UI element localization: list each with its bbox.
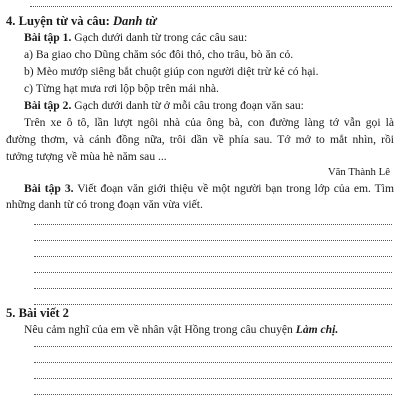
section-4-topic: Danh từ — [112, 14, 157, 28]
section-5-heading: Bài viết 2 — [18, 306, 69, 320]
passage-author: Văn Thành Lê — [327, 166, 390, 178]
exercise-1-item-c: c) Từng hạt mưa rơi lộp bộp trên mái nhà. — [24, 82, 219, 95]
answer-line — [34, 288, 392, 289]
exercise-2-text: Gạch dưới danh từ ở mỗi câu trong đoạn văn sau: — [74, 99, 304, 112]
answer-line — [34, 304, 392, 305]
exercise-1-prompt — [24, 31, 247, 44]
section-4-number: 4. — [6, 14, 16, 28]
answer-line — [34, 362, 392, 363]
section-4-title — [6, 14, 157, 29]
answer-line — [34, 346, 392, 347]
exercise-2-label: Bài tập 2. — [24, 99, 72, 112]
passage-line-1: Trên xe ô tô, lần lượt ngôi nhà của ông bà, con đường làng tớ vẫn gọi là — [24, 116, 394, 129]
section-5-story: Làm chị. — [295, 323, 339, 336]
exercise-3-prompt — [24, 182, 394, 195]
passage-line-3: tưởng tượng về mùa hè năm sau ... — [6, 150, 167, 163]
answer-line — [34, 394, 392, 395]
exercise-1-text: Gạch dưới danh từ trong các câu sau: — [74, 31, 248, 44]
passage-line-2: đường thơm, và cánh đồng nữa, trôi dần về phía sau. Tớ mở to mắt nhìn, rồi — [6, 133, 394, 146]
section-5-text: Nêu cảm nghĩ của em về nhân vật Hồng trong câu chuyện — [24, 323, 293, 336]
exercise-3-text: Viết đoạn văn giới thiệu về một người bạn trong lớp của em. Tìm — [77, 182, 394, 195]
answer-line-top — [30, 6, 392, 7]
exercise-1-item-b: b) Mèo mướp siêng bắt chuột giúp con người diệt trừ kẻ có hại. — [24, 65, 319, 78]
answer-line — [34, 224, 392, 225]
section-5-prompt — [24, 323, 338, 336]
answer-line — [34, 256, 392, 257]
section-4-heading: Luyện từ và câu: — [18, 14, 110, 28]
exercise-3-prompt-cont: những danh từ có trong đoạn văn vừa viết. — [6, 198, 203, 211]
answer-line — [34, 240, 392, 241]
section-5-title — [6, 306, 69, 321]
answer-line — [34, 378, 392, 379]
exercise-3-label: Bài tập 3. — [24, 182, 74, 195]
exercise-1-item-a: a) Ba giao cho Dũng chăm sóc đôi thỏ, cho trâu, bò ăn cỏ. — [24, 48, 294, 61]
answer-line — [34, 272, 392, 273]
exercise-1-label: Bài tập 1. — [24, 31, 72, 44]
exercise-2-prompt — [24, 99, 304, 112]
section-5-number: 5. — [6, 306, 16, 320]
